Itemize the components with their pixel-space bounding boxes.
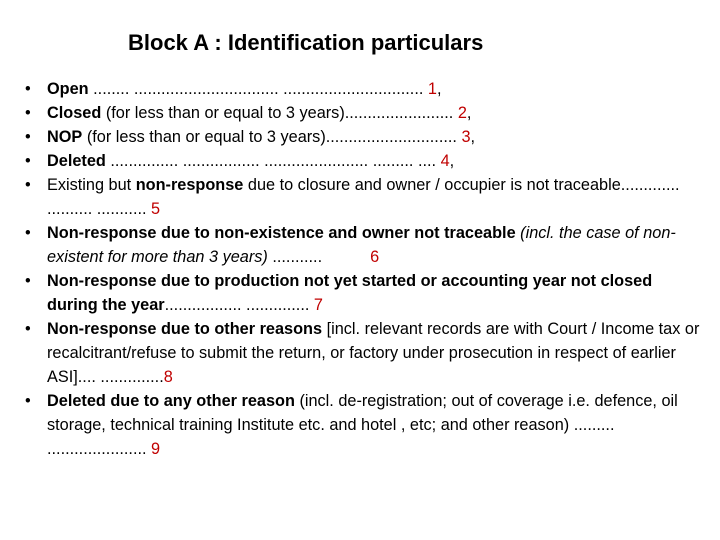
item-text: .... ..............: [77, 368, 164, 386]
item-prefix: Existing but: [47, 176, 136, 194]
item-text: ........ ................................ ...............................: [93, 80, 428, 98]
item-note: [incl. relevant records are with Court / Income tax or recalcitrant/refuse to submit the return, or factory under prosecution in respect of earlier ASI]: [47, 320, 700, 386]
item-code: 2: [457, 104, 467, 122]
item-code: 9: [151, 440, 161, 458]
item-text: ...........: [272, 248, 323, 266]
item-code: 3: [461, 128, 471, 146]
list-item-closed: • Closed (for less than or equal to 3 years)........................ 2,: [0, 101, 720, 125]
block-title: Block A : Identification particulars: [128, 30, 484, 55]
item-code: 5: [151, 200, 161, 218]
item-label: non-response: [135, 176, 244, 194]
item-text: (for less than or equal to 3 years)........................: [105, 104, 458, 122]
list-item-deleted: • Deleted ............... ................. ....................... ......... .... 4,: [0, 149, 720, 173]
item-code: 1: [427, 80, 437, 98]
item-label: Open: [47, 80, 89, 98]
item-label: Deleted due to any other reason: [47, 392, 295, 410]
item-label: Non-response due to production not yet started or accounting year not closed during the year: [47, 272, 653, 314]
item-label: Deleted: [47, 152, 106, 170]
item-code: 4: [440, 152, 450, 170]
item-label: Non-response due to other reasons: [47, 320, 323, 338]
list-item-open: • Open ........ ................................ ............................... 1,: [0, 77, 720, 101]
item-label: Closed: [47, 104, 102, 122]
item-code: 6: [370, 248, 380, 266]
item-code: 7: [313, 296, 323, 314]
item-text: ................. ..............: [164, 296, 314, 314]
identification-list: [0, 77, 720, 461]
list-item-non-existence: [0, 221, 720, 269]
list-item-other-reasons: [0, 317, 720, 389]
list-item-deleted-other-reason: [0, 389, 720, 461]
item-text: (for less than or equal to 3 years).............................: [86, 128, 462, 146]
list-item-production-not-started: [0, 269, 720, 317]
item-text: ......... ......................: [47, 416, 615, 458]
list-item-nop: • NOP (for less than or equal to 3 years)............................. 3,: [0, 125, 720, 149]
item-code: 8: [163, 368, 173, 386]
item-label: NOP: [47, 128, 83, 146]
item-italic-note: (incl. the case of non-existent for more than 3 years): [47, 224, 676, 266]
item-label: Non-response due to non-existence and owner not traceable: [47, 224, 516, 242]
item-text: due to closure and owner / occupier is not traceable............. .......... ...........: [47, 176, 680, 218]
item-note: (incl. de-registration; out of coverage i.e. defence, oil storage, technical training Institute etc. and hotel , etc; and other reason): [47, 392, 678, 434]
list-item-existing-non-response: [0, 173, 720, 221]
item-text: ............... ................. ....................... ......... ....: [110, 152, 441, 170]
